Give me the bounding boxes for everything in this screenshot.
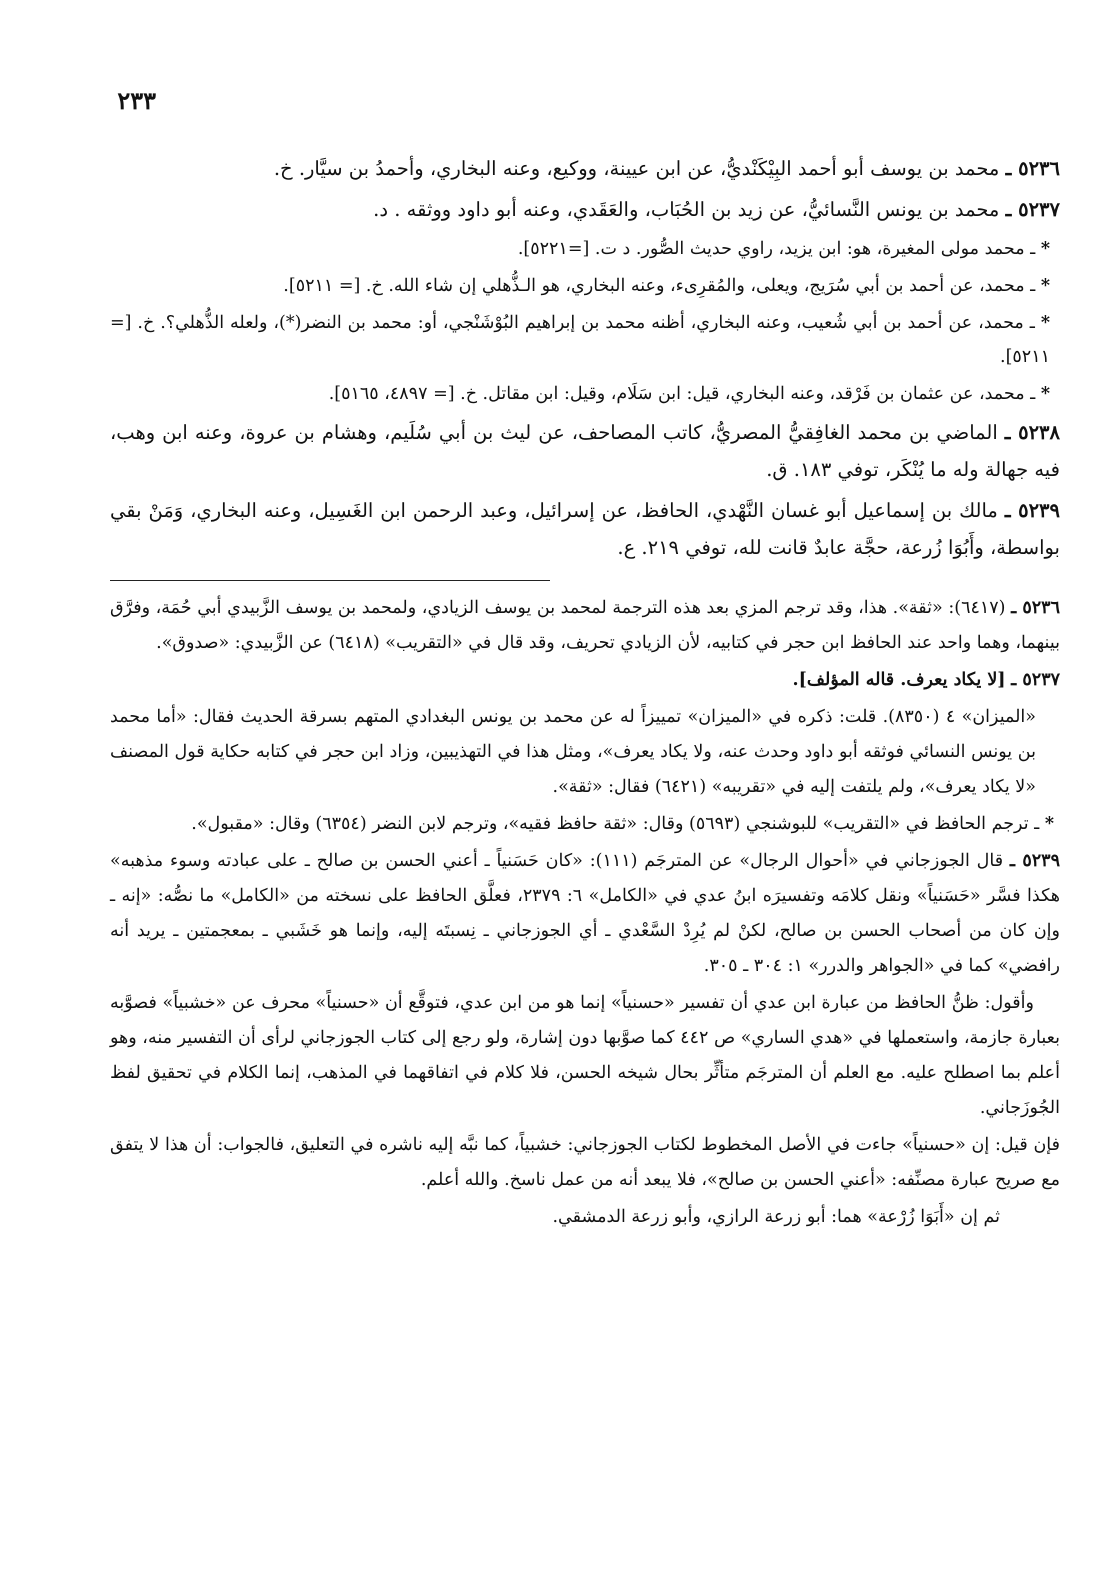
star-marker: * — [1040, 313, 1050, 333]
entry-text: ـ محمد، عن أحمد بن أبي سُرَيج، ويعلى، والمُقرِىء، وعنه البخاري، هو الـذُّهلي إن شاء الله. خ. [= ٥٢١١]. — [283, 276, 1036, 296]
star-marker: * — [1040, 384, 1050, 404]
note-number: ٥٢٣٩ ـ — [1009, 851, 1060, 871]
note-text: (٦٤١٧): «ثقة». هذا، وقد ترجم المزي بعد هذه الترجمة لمحمد بن يوسف الزيادي، ولمحمد بن يوسف الزَّبيدي أبي حُمَة، وفرَّق بينهما، وهما واحد عند الحافظ ابن حجر في كتابيه، لأن الزيادي تحريف، وقد قال في «التقريب» (٦٤١٨) عن الزَّبيدي: «صدوق». — [110, 598, 1060, 653]
entry-5237 — [110, 191, 1060, 228]
star-marker: * — [1044, 814, 1054, 834]
entry-number: ٥٢٣٧ ـ — [1005, 198, 1060, 221]
entry-number: ٥٢٣٦ ـ — [1005, 157, 1060, 180]
star-marker: * — [1040, 276, 1050, 296]
note-text: قال الجوزجاني في «أحوال الرجال» عن المترجَم (١١١): «كان حَسَنياً ـ أعني الحسن بن صالح ـ على عبادته وسوء مذهبه» هكذا فسَّر «حَسَنياً» ونقل كلامَه وتفسيرَه ابنُ عدي في «الكامل» ٦: ٢٣٧٩، فعلَّق الحافظ على نسخته من «الكامل» ما نصُّه: «إنه ـ وإن كان من أصحاب الحسن بن صالح، لكنْ لم يُرِدْ السَّعْدي ـ أي الجوزجاني ـ نِسبتَه إليه، وإنما هو خَشَبي ـ بمعجمتين ـ يريد أنه رافضي» كما في «الجواهر والدرر» ١: ٣٠٤ ـ ٣٠٥. — [110, 851, 1060, 976]
note-5237-detail — [110, 700, 1060, 805]
entry-text: محمد بن يوسف أبو أحمد البِيْكَنْديُّ، عن ابن عيينة، ووكيع، وعنه البخاري، وأحمدُ بن سيَّار. خ. — [273, 157, 1000, 180]
note-number: ٥٢٣٧ ـ — [1011, 670, 1060, 690]
entry-number: ٥٢٣٨ ـ — [1004, 421, 1060, 444]
entry-5238 — [110, 414, 1060, 488]
entry-text: مالك بن إسماعيل أبو غسان النَّهْدي، الحافظ، عن إسرائيل، وعبد الرحمن ابن الغَسِيل، وعنه البخاري، وَمَنْ بقي بواسطة، وأَبُوَا زُرعة، حجَّة عابدٌ قانت لله، توفي ٢١٩. ع. — [110, 499, 1060, 559]
footnotes — [110, 591, 1060, 1235]
note-text: [لا يكاد يعرف. قاله المؤلف]. — [792, 670, 1006, 690]
entry-text: ـ محمد، عن عثمان بن فَرْقد، وعنه البخاري، قيل: ابن سَلَام، وقيل: ابن مقاتل. خ. [= ٤٨٩٧، ٥١٦٥]. — [328, 384, 1036, 404]
page-number: ٢٣٣ — [117, 86, 156, 115]
entry-text: محمد بن يونس النَّسائيُّ، عن زيد بن الحُبَاب، والعَقَدي، وعنه أبو داود ووثقه . د. — [373, 198, 1000, 221]
starred-entry — [110, 232, 1060, 266]
starred-note — [110, 807, 1060, 842]
note-5239 — [110, 844, 1060, 984]
footnote-separator — [110, 580, 550, 581]
starred-entry — [110, 377, 1060, 411]
note-5236 — [110, 591, 1060, 661]
entry-text: الماضي بن محمد الغافِقيُّ المصريُّ، كاتب المصاحف، عن ليث بن أبي سُلَيم، وهشام بن عروة، وعنه ابن وهب، فيه جهالة وله ما يُنْكَر، توفي ١٨٣. ق. — [110, 421, 1060, 481]
commentary-paragraph: وأقول: ظنُّ الحافظ من عبارة ابن عدي أن تفسير «حسنياً» إنما هو من ابن عدي، فتوقَّع أن «حسنياً» محرف عن «خشبياً» فصوَّبه بعبارة جازمة، واستعملها في «هدي الساري» ص ٤٤٢ كما صوَّبها دون إشارة، ولو رجع إلى كتاب الجوزجاني لرأى أن التفسير منه، وهو أعلم بما اصطلح عليه. مع العلم أن المترجَم متأثِّر بحال شيخه الحسن، فلا كلام في اتفاقهما في المذهب، إنما الكلام في تحقيق لفظ الجُوزَجاني. — [110, 993, 1060, 1118]
star-marker: * — [1040, 239, 1050, 259]
entry-5236 — [110, 150, 1060, 187]
main-entries — [110, 150, 1060, 566]
note-text: «الميزان» ٤ (٨٣٥٠). قلت: ذكره في «الميزان» تمييزاً له عن محمد بن يونس البغدادي المتهم بسرقة الحديث فقال: «أما محمد بن يونس النسائي فوثقه أبو داود وحدث عنه، ولا يكاد يعرف»، ومثل هذا في التهذيبين، وزاد ابن حجر في كتابه حكاية قول المصنف «لا يكاد يعرف»، ولم يلتفت إليه في «تقريبه» (٦٤٢١) فقال: «ثقة». — [110, 707, 1036, 797]
entry-number: ٥٢٣٩ ـ — [1004, 499, 1060, 522]
note-5237 — [110, 663, 1060, 698]
entry-text: ـ محمد مولى المغيرة، هو: ابن يزيد، راوي حديث الصُّور. د ت. [=٥٢٢١]. — [517, 239, 1036, 259]
note-number: ٥٢٣٦ ـ — [1011, 598, 1060, 618]
starred-entry — [110, 269, 1060, 303]
entry-5239 — [110, 492, 1060, 566]
note-text: ـ ترجم الحافظ في «التقريب» للبوشنجي (٥٦٩٣) وقال: «ثقة حافظ فقيه»، وترجم لابن النضر (٦٣٥٤) وقال: «مقبول». — [191, 814, 1040, 834]
starred-entry — [110, 306, 1060, 374]
commentary-paragraph: ثم إن «أَبَوَا زُرْعة» هما: أبو زرعة الرازي، وأبو زرعة الدمشقي. — [552, 1207, 1000, 1227]
entry-text: ـ محمد، عن أحمد بن أبي شُعيب، وعنه البخاري، أظنه محمد بن إبراهيم البُوْشَنْجي، أو: محمد بن النضر(*)، ولعله الذُّهلي؟. خ. [= ٥٢١١]. — [110, 313, 1050, 367]
commentary-paragraph: فإن قيل: إن «حسنياً» جاءت في الأصل المخطوط لكتاب الجوزجاني: خشبياً، كما نبَّه إليه ناشره في التعليق، فالجواب: أن هذا لا يتفق مع صريح عبارة مصنِّفه: «أعني الحسن بن صالح»، فلا يبعد أنه من عمل ناسخ. والله أعلم. — [110, 1135, 1060, 1190]
